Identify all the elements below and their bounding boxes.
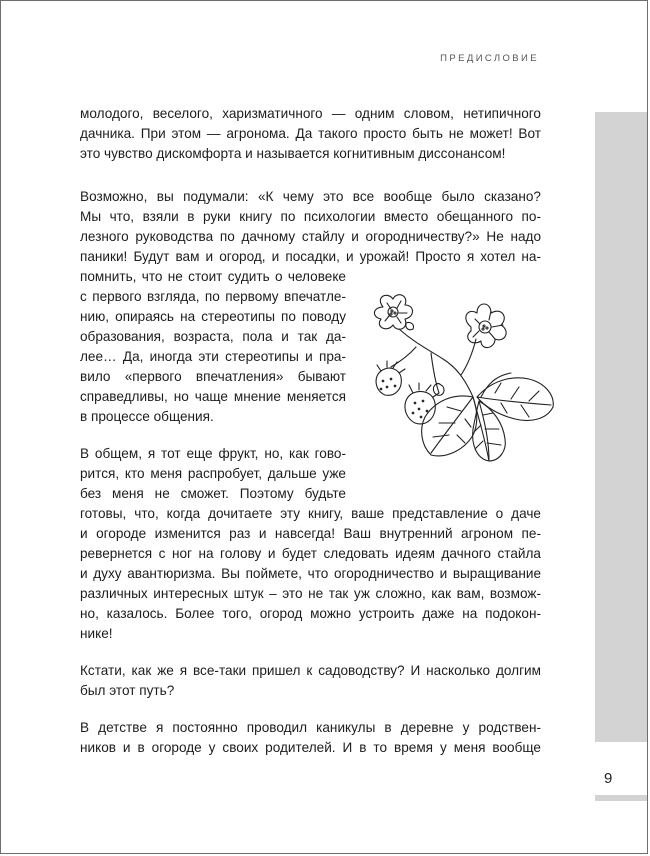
text-line: без меня не сможет. Поэтому будьте [80, 486, 346, 501]
strawberry-icon [376, 361, 405, 395]
text-line: был этот путь? [80, 683, 175, 698]
text-line: различных интересных штук – это не так уж сложно, как вам, возмож- [80, 586, 541, 601]
text-line: Кстати, как же я все-таки пришел к садоводству? И насколько долгим [80, 663, 541, 678]
text-line: лее… Да, иногда эти стереотипы и пра- [80, 349, 346, 364]
leaf-icon [473, 401, 506, 461]
text-line: ников и в огороде у своих родителей. И в то время у меня вообще [80, 740, 541, 755]
text-line: помнить, что не стоит судить о человеке [80, 269, 346, 284]
flower-icon [466, 304, 506, 348]
text-line: В общем, я тот еще фрукт, но, как гово- [80, 446, 346, 461]
text-line: Мы что, взяли в руки книгу по психологии вместо обещанного по- [80, 209, 541, 224]
flower-icon [374, 295, 412, 330]
text-line: рится, кто меня распробует, дальше уже [80, 466, 346, 481]
text-line: и огороде изменится раз и навсегда! Ваш внутренний агроном пе- [80, 526, 541, 541]
text-line: справедливы, но чаще мнение меняется [80, 389, 346, 404]
text-line: паники! Будут вам и огород, и посадки, и урожай! Просто я хотел на- [80, 249, 541, 264]
page-number: 9 [604, 770, 613, 787]
text-line: вило «первого впечатления» бывают [80, 369, 346, 384]
text-line: и духу авантюризма. Вы поймете, что огородничество и выращивание [80, 566, 541, 581]
text-line: образования, возраста, пола и так да- [80, 329, 346, 344]
text-line: нию, опираясь на стереотипы по поводу [80, 309, 346, 324]
text-line: это чувство дискомфорта и называется когнитивным диссонансом! [80, 146, 506, 161]
text-line: дачника. При этом — агронома. Да такого просто быть не может! Вот [80, 126, 541, 141]
leaf-icon [422, 396, 477, 456]
page-number-rule [595, 795, 648, 801]
side-tab [595, 112, 648, 742]
text-line: с первого взгляда, по первому впечатле- [80, 289, 346, 304]
text-line: в процессе общения. [80, 409, 214, 424]
text-line: но, казалось. Более того, огород можно устроить даже на подокон- [80, 606, 541, 621]
text-line: молодого, веселого, харизматичного — одним словом, нетипичного [80, 106, 541, 121]
strawberry-icon [405, 383, 439, 424]
text-line: нике! [80, 626, 113, 641]
text-line: лезного руководства по дачному стайлу и огородничеству?» Не надо [80, 229, 541, 244]
text-line: ревернется с ног на голову и будет следовать идеям дачного стайла [80, 546, 541, 561]
running-head: ПРЕДИСЛОВИЕ [440, 53, 539, 64]
strawberry-illustration [361, 289, 561, 464]
text-line: В детстве я постоянно проводил каникулы в деревне у родствен- [80, 720, 541, 735]
text-line: готовы, что, когда дочитаете эту книгу, ваше представление о даче [80, 506, 541, 521]
text-line: Возможно, вы подумали: «К чему это все вообще было сказано? [80, 189, 541, 204]
